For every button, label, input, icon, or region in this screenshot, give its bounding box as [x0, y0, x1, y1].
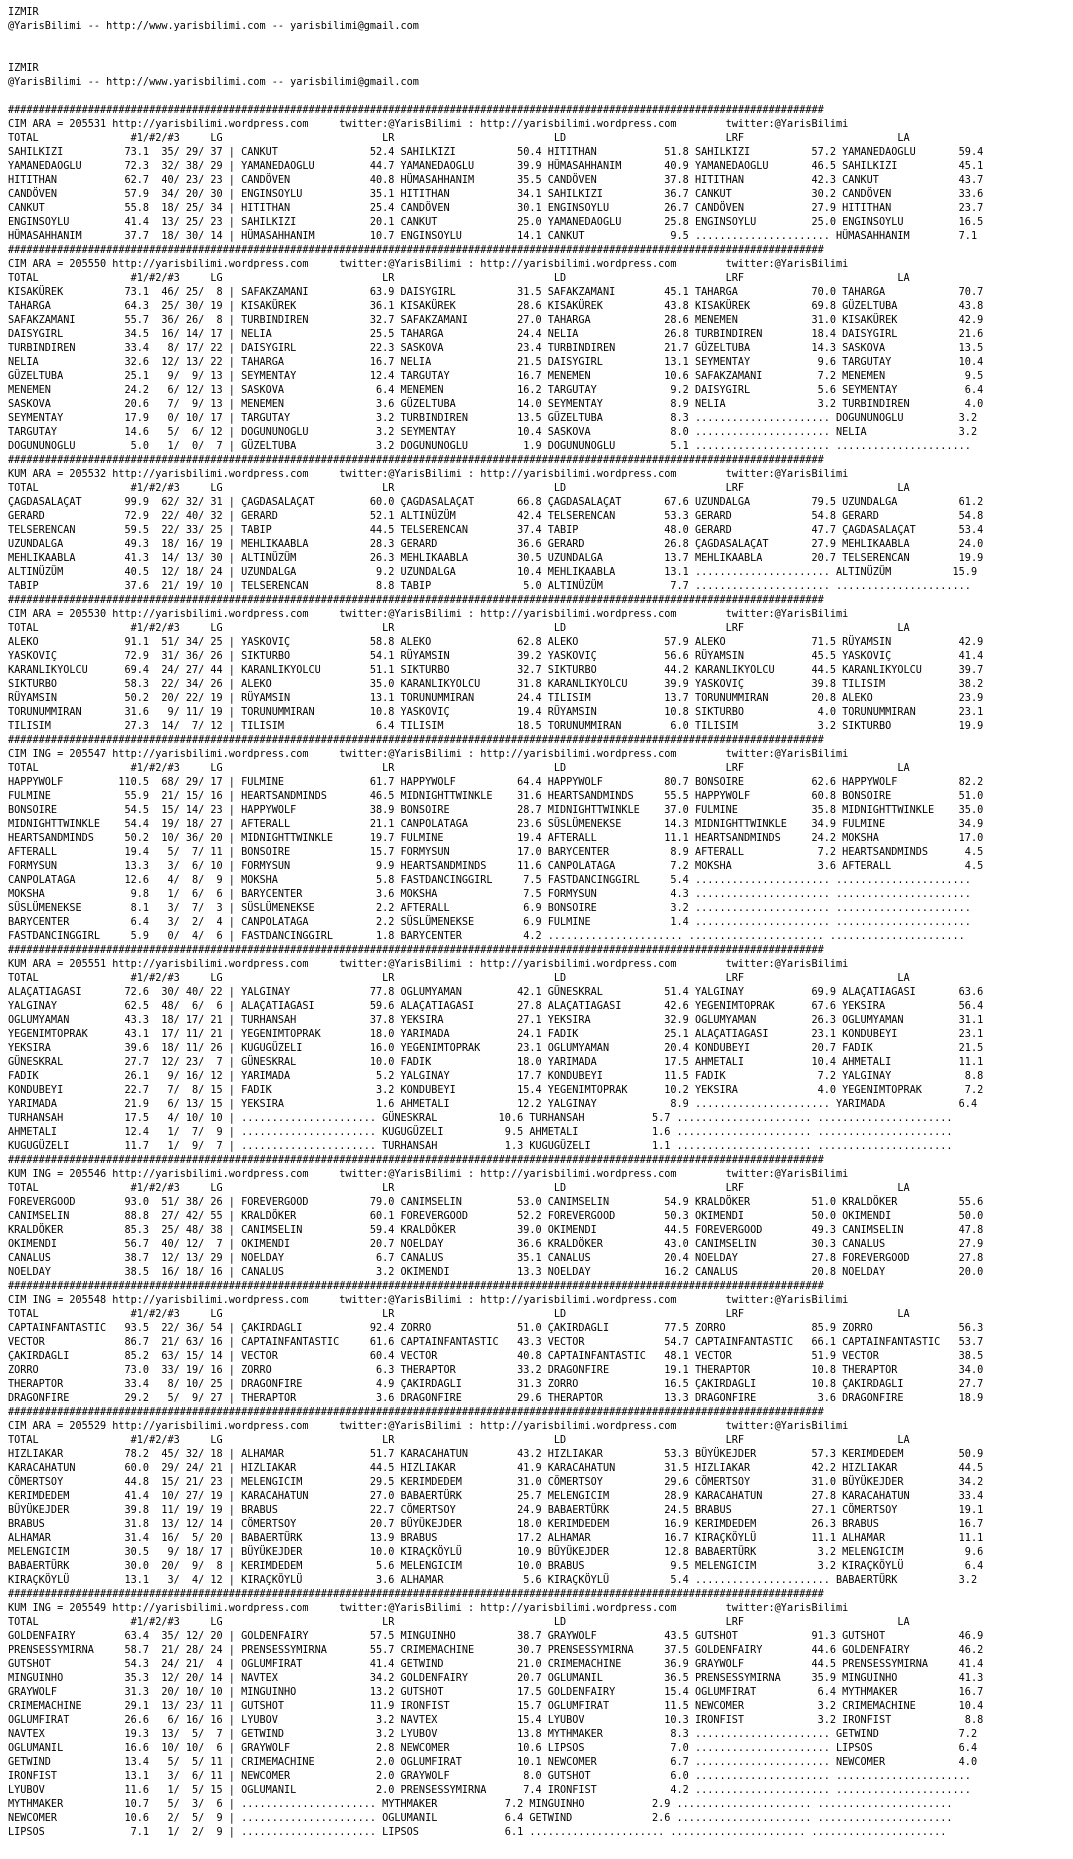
- result-row: FORMYSUN 13.3 3/ 6/ 10 | FORMYSUN 9.9 HEARTSANDMINDS 11.6 CANPOLATAGA 7.2 MOKSHA 3.6 AFTERALL 4.5: [8, 861, 984, 872]
- result-row: YALGINAY 62.5 48/ 6/ 6 | ALAÇATIAGASI 59.6 ALAÇATIAGASI 27.8 ALAÇATIAGASI 42.6 YEGENIMTOPRAK 67.6 YEKSIRA 56.4: [8, 1001, 984, 1012]
- result-row: HITITHAN 62.7 40/ 23/ 23 | CANDÖVEN 40.8 HÜMASAHHANIM 35.5 CANDÖVEN 37.8 HITITHAN 42.3 CANKUT 43.7: [8, 175, 984, 186]
- result-row: SEYMENTAY 17.9 0/ 10/ 17 | TARGUTAY 3.2 TURBINDIREN 13.5 GÜZELTUBA 8.3 ...................... DOGUNUNOGLU 3.2: [8, 413, 978, 424]
- result-row: CAPTAINFANTASTIC 93.5 22/ 36/ 54 | ÇAKIRDAGLI 92.4 ZORRO 51.0 ÇAKIRDAGLI 77.5 ZORRO 85.9 ZORRO 56.3: [8, 1323, 984, 1334]
- result-row: NEWCOMER 10.6 2/ 5/ 9 | ...................... OGLUMANIL 6.4 GETWIND 2.6 ...................... ......................: [8, 1813, 953, 1824]
- result-row: KIRAÇKÖYLÜ 13.1 3/ 4/ 12 | KIRAÇKÖYLÜ 3.6 ALHAMAR 5.6 KIRAÇKÖYLÜ 5.4 ...................... BABAERTÜRK 3.2: [8, 1575, 978, 1586]
- result-row: FOREVERGOOD 93.0 51/ 38/ 26 | FOREVERGOOD 79.0 CANIMSELIN 53.0 CANIMSELIN 54.9 KRALDÖKER 51.0 KRALDÖKER 55.6: [8, 1197, 984, 1208]
- section-separator: #####################################################################################################################################: [8, 105, 824, 116]
- result-row: LYUBOV 11.6 1/ 5/ 15 | OGLUMANIL 2.0 PRENSESSYMIRNA 7.4 IRONFIST 4.2 ...................... ......................: [8, 1785, 971, 1796]
- result-row: ZORRO 73.0 33/ 19/ 16 | ZORRO 6.3 THERAPTOR 33.2 DRAGONFIRE 19.1 THERAPTOR 10.8 THERAPTOR 34.0: [8, 1365, 984, 1376]
- race-header: KUM ARA = 205551 http://yarisbilimi.wordpress.com twitter:@YarisBilimi : http://yarisbilimi.wordpress.com twitter:@YarisBilimi: [8, 959, 849, 970]
- result-row: TILISIM 27.3 14/ 7/ 12 | TILISIM 6.4 TILISIM 18.5 TORUNUMMIRAN 6.0 TILISIM 3.2 SIKTURBO 19.9: [8, 721, 984, 732]
- result-row: ÇAKIRDAGLI 85.2 63/ 15/ 14 | VECTOR 60.4 VECTOR 40.8 CAPTAINFANTASTIC 48.1 VECTOR 51.9 VECTOR 38.5: [8, 1351, 984, 1362]
- result-row: PRENSESSYMIRNA 58.7 21/ 28/ 24 | PRENSESSYMIRNA 55.7 CRIMEMACHINE 30.7 PRENSESSYMIRNA 37.5 GOLDENFAIRY 44.6 GOLDENFAIRY 46.2: [8, 1645, 984, 1656]
- result-row: YARIMADA 21.9 6/ 13/ 15 | YEKSIRA 1.6 AHMETALI 12.2 YALGINAY 8.9 ...................... YARIMADA 6.4: [8, 1099, 978, 1110]
- race-header: CIM ARA = 205550 http://yarisbilimi.wordpress.com twitter:@YarisBilimi : http://yarisbilimi.wordpress.com twitter:@YarisBilimi: [8, 259, 849, 270]
- result-row: AFTERALL 19.4 5/ 7/ 11 | BONSOIRE 15.7 FORMYSUN 17.0 BARYCENTER 8.9 AFTERALL 7.2 HEARTSANDMINDS 4.5: [8, 847, 984, 858]
- result-row: KUGUGÜZELI 11.7 1/ 9/ 7 | ...................... TURHANSAH 1.3 KUGUGÜZELI 1.1 ...................... ......................: [8, 1141, 953, 1152]
- section-separator: #####################################################################################################################################: [8, 1407, 824, 1418]
- section-separator: #####################################################################################################################################: [8, 245, 824, 256]
- result-row: TAHARGA 64.3 25/ 30/ 19 | KISAKÜREK 36.1 KISAKÜREK 28.6 KISAKÜREK 43.8 KISAKÜREK 69.8 GÜZELTUBA 43.8: [8, 301, 984, 312]
- result-row: HEARTSANDMINDS 50.2 10/ 36/ 20 | MIDNIGHTTWINKLE 19.7 FULMINE 19.4 AFTERALL 11.1 HEARTSANDMINDS 24.2 MOKSHA 17.0: [8, 833, 984, 844]
- result-row: DOGUNUNOGLU 5.0 1/ 0/ 7 | GÜZELTUBA 3.2 DOGUNUNOGLU 1.9 DOGUNUNOGLU 5.1 ...................... ......................: [8, 441, 971, 452]
- result-row: DRAGONFIRE 29.2 5/ 9/ 27 | THERAPTOR 3.6 DRAGONFIRE 29.6 THERAPTOR 13.3 DRAGONFIRE 3.6 DRAGONFIRE 18.9: [8, 1393, 984, 1404]
- blank-line: [8, 48, 1065, 62]
- result-row: OKIMENDI 56.7 40/ 12/ 7 | OKIMENDI 20.7 NOELDAY 36.6 KRALDÖKER 43.0 CANIMSELIN 30.3 CANALUS 27.9: [8, 1239, 984, 1250]
- result-row: ALTINÜZÜM 40.5 12/ 18/ 24 | UZUNDALGA 9.2 UZUNDALGA 10.4 MEHLIKAABLA 13.1 ...................... ALTINÜZÜM 15.9: [8, 567, 978, 578]
- result-row: RÜYAMSIN 50.2 20/ 22/ 19 | RÜYAMSIN 13.1 TORUNUMMIRAN 24.4 TILISIM 13.7 TORUNUMMIRAN 20.8 ALEKO 23.9: [8, 693, 984, 704]
- result-row: GERARD 72.9 22/ 40/ 32 | GERARD 52.1 ALTINÜZÜM 42.4 TELSERENCAN 53.3 GERARD 54.8 GERARD 54.8: [8, 511, 984, 522]
- race-header: CIM ARA = 205529 http://yarisbilimi.wordpress.com twitter:@YarisBilimi : http://yarisbilimi.wordpress.com twitter:@YarisBilimi: [8, 1421, 849, 1432]
- section-separator: #####################################################################################################################################: [8, 455, 824, 466]
- column-header: TOTAL #1/#2/#3 LG LR LD LRF LA: [8, 1183, 910, 1194]
- result-row: LIPSOS 7.1 1/ 2/ 9 | ...................... LIPSOS 6.1 ...................... ...................... ......................: [8, 1827, 947, 1838]
- result-row: SASKOVA 20.6 7/ 9/ 13 | MENEMEN 3.6 GÜZELTUBA 14.0 SEYMENTAY 8.9 NELIA 3.2 TURBINDIREN 4.0: [8, 399, 984, 410]
- result-row: BONSOIRE 54.5 15/ 14/ 23 | HAPPYWOLF 38.9 BONSOIRE 28.7 MIDNIGHTTWINKLE 37.0 FULMINE 35.8 MIDNIGHTTWINKLE 35.0: [8, 805, 984, 816]
- result-row: BABAERTÜRK 30.0 20/ 9/ 8 | KERIMDEDEM 5.6 MELENGICIM 10.0 BRABUS 9.5 MELENGICIM 3.2 KIRAÇKÖYLÜ 6.4: [8, 1561, 984, 1572]
- result-row: HÜMASAHHANIM 37.7 18/ 30/ 14 | HÜMASAHHANIM 10.7 ENGINSOYLU 14.1 CANKUT 9.5 ...................... HÜMASAHHANIM 7.1: [8, 231, 978, 242]
- column-header: TOTAL #1/#2/#3 LG LR LD LRF LA: [8, 1435, 910, 1446]
- result-row: CANDÖVEN 57.9 34/ 20/ 30 | ENGINSOYLU 35.1 HITITHAN 34.1 SAHILKIZI 36.7 CANKUT 30.2 CANDÖVEN 33.6: [8, 189, 984, 200]
- result-row: TELSERENCAN 59.5 22/ 33/ 25 | TABIP 44.5 TELSERENCAN 37.4 TABIP 48.0 GERARD 47.7 ÇAGDASALAÇAT 53.4: [8, 525, 984, 536]
- header-contact: @YarisBilimi -- http://www.yarisbilimi.com -- yarisbilimi@gmail.com: [8, 21, 419, 32]
- blank-line: [8, 90, 1065, 104]
- result-row: THERAPTOR 33.4 8/ 10/ 25 | DRAGONFIRE 4.9 ÇAKIRDAGLI 31.3 ZORRO 16.5 ÇAKIRDAGLI 10.8 ÇAKIRDAGLI 27.7: [8, 1379, 984, 1390]
- result-row: AHMETALI 12.4 1/ 7/ 9 | ...................... KUGUGÜZELI 9.5 AHMETALI 1.6 ...................... ......................: [8, 1127, 953, 1138]
- race-header: KUM ING = 205549 http://yarisbilimi.wordpress.com twitter:@YarisBilimi : http://yarisbilimi.wordpress.com twitter:@YarisBilimi: [8, 1603, 849, 1614]
- result-row: BARYCENTER 6.4 3/ 2/ 4 | CANPOLATAGA 2.2 SÜSLÜMENEKSE 6.9 FULMINE 1.4 ...................... ......................: [8, 917, 971, 928]
- result-row: MYTHMAKER 10.7 5/ 3/ 6 | ...................... MYTHMAKER 7.2 MINGUINHO 2.9 ...................... ......................: [8, 1799, 953, 1810]
- column-header: TOTAL #1/#2/#3 LG LR LD LRF LA: [8, 973, 910, 984]
- blank-line: [8, 34, 1065, 48]
- result-row: SÜSLÜMENEKSE 8.1 3/ 7/ 3 | SÜSLÜMENEKSE 2.2 AFTERALL 6.9 BONSOIRE 3.2 ...................... ......................: [8, 903, 971, 914]
- column-header: TOTAL #1/#2/#3 LG LR LD LRF LA: [8, 1309, 910, 1320]
- result-row: HIZLIAKAR 78.2 45/ 32/ 18 | ALHAMAR 51.7 KARACAHATUN 43.2 HIZLIAKAR 53.3 BÜYÜKEJDER 57.3 KERIMDEDEM 50.9: [8, 1449, 984, 1460]
- result-row: YAMANEDAOGLU 72.3 32/ 38/ 29 | YAMANEDAOGLU 44.7 YAMANEDAOGLU 39.9 HÜMASAHHANIM 40.9 YAMANEDAOGLU 46.5 SAHILKIZI 45.1: [8, 161, 984, 172]
- result-row: MELENGICIM 30.5 9/ 18/ 17 | BÜYÜKEJDER 10.0 KIRAÇKÖYLÜ 10.9 BÜYÜKEJDER 12.8 BABAERTÜRK 3.2 MELENGICIM 9.6: [8, 1547, 984, 1558]
- result-row: IRONFIST 13.1 3/ 6/ 11 | NEWCOMER 2.0 GRAYWOLF 8.0 GUTSHOT 6.0 ...................... ......................: [8, 1771, 971, 1782]
- result-row: FASTDANCINGGIRL 5.9 0/ 4/ 6 | FASTDANCINGGIRL 1.8 BARYCENTER 4.2 ...................... ...................... ......................: [8, 931, 965, 942]
- result-row: ÇAGDASALAÇAT 99.9 62/ 32/ 31 | ÇAGDASALAÇAT 60.0 ÇAGDASALAÇAT 66.8 ÇAGDASALAÇAT 67.6 UZUNDALGA 79.5 UZUNDALGA 61.2: [8, 497, 984, 508]
- result-row: KISAKÜREK 73.1 46/ 25/ 8 | SAFAKZAMANI 63.9 DAISYGIRL 31.5 SAFAKZAMANI 45.1 TAHARGA 70.0 TAHARGA 70.7: [8, 287, 984, 298]
- result-row: OGLUMANIL 16.6 10/ 10/ 6 | GRAYWOLF 2.8 NEWCOMER 10.6 LIPSOS 7.0 ...................... LIPSOS 6.4: [8, 1743, 978, 1754]
- result-row: MOKSHA 9.8 1/ 6/ 6 | BARYCENTER 3.6 MOKSHA 7.5 FORMYSUN 4.3 ...................... ......................: [8, 889, 971, 900]
- result-row: CANIMSELIN 88.8 27/ 42/ 55 | KRALDÖKER 60.1 FOREVERGOOD 52.2 FOREVERGOOD 50.3 OKIMENDI 50.0 OKIMENDI 50.0: [8, 1211, 984, 1222]
- header-contact: @YarisBilimi -- http://www.yarisbilimi.com -- yarisbilimi@gmail.com: [8, 77, 419, 88]
- result-row: CÖMERTSOY 44.8 15/ 21/ 23 | MELENGICIM 29.5 KERIMDEDEM 31.0 CÖMERTSOY 29.6 CÖMERTSOY 31.0 BÜYÜKEJDER 34.2: [8, 1477, 984, 1488]
- result-row: CANALUS 38.7 12/ 13/ 29 | NOELDAY 6.7 CANALUS 35.1 CANALUS 20.4 NOELDAY 27.8 FOREVERGOOD 27.8: [8, 1253, 984, 1264]
- result-row: MENEMEN 24.2 6/ 12/ 13 | SASKOVA 6.4 MENEMEN 16.2 TARGUTAY 9.2 DAISYGIRL 5.6 SEYMENTAY 6.4: [8, 385, 984, 396]
- column-header: TOTAL #1/#2/#3 LG LR LD LRF LA: [8, 1617, 910, 1628]
- section-separator: #####################################################################################################################################: [8, 595, 824, 606]
- header-city: IZMIR: [8, 7, 39, 18]
- result-row: KONDUBEYI 22.7 7/ 8/ 15 | FADIK 3.2 KONDUBEYI 15.4 YEGENIMTOPRAK 10.2 YEKSIRA 4.0 YEGENIMTOPRAK 7.2: [8, 1085, 984, 1096]
- race-header: CIM ARA = 205530 http://yarisbilimi.wordpress.com twitter:@YarisBilimi : http://yarisbilimi.wordpress.com twitter:@YarisBilimi: [8, 609, 849, 620]
- result-row: KRALDÖKER 85.3 25/ 48/ 38 | CANIMSELIN 59.4 KRALDÖKER 39.0 OKIMENDI 44.5 FOREVERGOOD 49.3 CANIMSELIN 47.8: [8, 1225, 984, 1236]
- section-separator: #####################################################################################################################################: [8, 1155, 824, 1166]
- result-row: ALHAMAR 31.4 16/ 5/ 20 | BABAERTÜRK 13.9 BRABUS 17.2 ALHAMAR 16.7 KIRAÇKÖYLÜ 11.1 ALHAMAR 11.1: [8, 1533, 984, 1544]
- result-row: GÜNESKRAL 27.7 12/ 23/ 7 | GÜNESKRAL 10.0 FADIK 18.0 YARIMADA 17.5 AHMETALI 10.4 AHMETALI 11.1: [8, 1057, 984, 1068]
- result-row: TURBINDIREN 33.4 8/ 17/ 22 | DAISYGIRL 22.3 SASKOVA 23.4 TURBINDIREN 21.7 GÜZELTUBA 14.3 SASKOVA 13.5: [8, 343, 984, 354]
- result-row: HAPPYWOLF 110.5 68/ 29/ 17 | FULMINE 61.7 HAPPYWOLF 64.4 HAPPYWOLF 80.7 BONSOIRE 62.6 HAPPYWOLF 82.2: [8, 777, 984, 788]
- race-header: CIM ARA = 205531 http://yarisbilimi.wordpress.com twitter:@YarisBilimi : http://yarisbilimi.wordpress.com twitter:@YarisBilimi: [8, 119, 849, 130]
- result-row: KARANLIKYOLCU 69.4 24/ 27/ 44 | KARANLIKYOLCU 51.1 SIKTURBO 32.7 SIKTURBO 44.2 KARANLIKYOLCU 44.5 KARANLIKYOLCU 39.7: [8, 665, 984, 676]
- result-row: MINGUINHO 35.3 12/ 20/ 14 | NAVTEX 34.2 GOLDENFAIRY 20.7 OGLUMANIL 36.5 PRENSESSYMIRNA 35.9 MINGUINHO 41.3: [8, 1673, 984, 1684]
- result-row: TARGUTAY 14.6 5/ 6/ 12 | DOGUNUNOGLU 3.2 SEYMENTAY 10.4 SASKOVA 8.0 ...................... NELIA 3.2: [8, 427, 978, 438]
- result-row: UZUNDALGA 49.3 18/ 16/ 19 | MEHLIKAABLA 28.3 GERARD 36.6 GERARD 26.8 ÇAGDASALAÇAT 27.9 MEHLIKAABLA 24.0: [8, 539, 984, 550]
- column-header: TOTAL #1/#2/#3 LG LR LD LRF LA: [8, 763, 910, 774]
- header-city: IZMIR: [8, 63, 39, 74]
- result-row: KERIMDEDEM 41.4 10/ 27/ 19 | KARACAHATUN 27.0 BABAERTÜRK 25.7 MELENGICIM 28.9 KARACAHATUN 27.8 KARACAHATUN 33.4: [8, 1491, 984, 1502]
- result-row: FADIK 26.1 9/ 16/ 12 | YARIMADA 5.2 YALGINAY 17.7 KONDUBEYI 11.5 FADIK 7.2 YALGINAY 8.8: [8, 1071, 984, 1082]
- section-separator: #####################################################################################################################################: [8, 735, 824, 746]
- result-row: CRIMEMACHINE 29.1 13/ 23/ 11 | GUTSHOT 11.9 IRONFIST 15.7 OGLUMFIRAT 11.5 NEWCOMER 3.2 CRIMEMACHINE 10.4: [8, 1701, 984, 1712]
- result-row: GÜZELTUBA 25.1 9/ 9/ 13 | SEYMENTAY 12.4 TARGUTAY 16.7 MENEMEN 10.6 SAFAKZAMANI 7.2 MENEMEN 9.5: [8, 371, 984, 382]
- result-row: BÜYÜKEJDER 39.8 11/ 19/ 19 | BRABUS 22.7 CÖMERTSOY 24.9 BABAERTÜRK 24.5 BRABUS 27.1 CÖMERTSOY 19.1: [8, 1505, 984, 1516]
- result-row: GRAYWOLF 31.3 20/ 10/ 10 | MINGUINHO 13.2 GUTSHOT 17.5 GOLDENFAIRY 15.4 OGLUMFIRAT 6.4 MYTHMAKER 16.7: [8, 1687, 984, 1698]
- result-row: KARACAHATUN 60.0 29/ 24/ 21 | HIZLIAKAR 44.5 HIZLIAKAR 41.9 KARACAHATUN 31.5 HIZLIAKAR 42.2 HIZLIAKAR 44.5: [8, 1463, 984, 1474]
- result-row: YEKSIRA 39.6 18/ 11/ 26 | KUGUGÜZELI 16.0 YEGENIMTOPRAK 23.1 OGLUMYAMAN 20.4 KONDUBEYI 20.7 FADIK 21.5: [8, 1043, 984, 1054]
- column-header: TOTAL #1/#2/#3 LG LR LD LRF LA: [8, 273, 910, 284]
- result-row: VECTOR 86.7 21/ 63/ 16 | CAPTAINFANTASTIC 61.6 CAPTAINFANTASTIC 43.3 VECTOR 54.7 CAPTAINFANTASTIC 66.1 CAPTAINFANTASTIC 53.7: [8, 1337, 984, 1348]
- result-row: FULMINE 55.9 21/ 15/ 16 | HEARTSANDMINDS 46.5 MIDNIGHTTWINKLE 31.6 HEARTSANDMINDS 55.5 HAPPYWOLF 60.8 BONSOIRE 51.0: [8, 791, 984, 802]
- result-row: GUTSHOT 54.3 24/ 21/ 4 | OGLUMFIRAT 41.4 GETWIND 21.0 CRIMEMACHINE 36.9 GRAYWOLF 44.5 PRENSESSYMIRNA 41.4: [8, 1659, 984, 1670]
- result-row: SIKTURBO 58.3 22/ 34/ 26 | ALEKO 35.0 KARANLIKYOLCU 31.8 KARANLIKYOLCU 39.9 YASKOVIÇ 39.8 TILISIM 38.2: [8, 679, 984, 690]
- result-row: SAFAKZAMANI 55.7 36/ 26/ 8 | TURBINDIREN 32.7 SAFAKZAMANI 27.0 TAHARGA 28.6 MENEMEN 31.0 KISAKÜREK 42.9: [8, 315, 984, 326]
- race-header: KUM ARA = 205532 http://yarisbilimi.wordpress.com twitter:@YarisBilimi : http://yarisbilimi.wordpress.com twitter:@YarisBilimi: [8, 469, 849, 480]
- result-row: SAHILKIZI 73.1 35/ 29/ 37 | CANKUT 52.4 SAHILKIZI 50.4 HITITHAN 51.8 SAHILKIZI 57.2 YAMANEDAOGLU 59.4: [8, 147, 984, 158]
- result-row: ENGINSOYLU 41.4 13/ 25/ 23 | SAHILKIZI 20.1 CANKUT 25.0 YAMANEDAOGLU 25.8 ENGINSOYLU 25.0 ENGINSOYLU 16.5: [8, 217, 984, 228]
- column-header: TOTAL #1/#2/#3 LG LR LD LRF LA: [8, 623, 910, 634]
- race-header: CIM ING = 205547 http://yarisbilimi.wordpress.com twitter:@YarisBilimi : http://yarisbilimi.wordpress.com twitter:@YarisBilimi: [8, 749, 849, 760]
- section-separator: #####################################################################################################################################: [8, 1281, 824, 1292]
- result-row: ALAÇATIAGASI 72.6 30/ 40/ 22 | YALGINAY 77.8 OGLUMYAMAN 42.1 GÜNESKRAL 51.4 YALGINAY 69.9 ALAÇATIAGASI 63.6: [8, 987, 984, 998]
- result-row: GETWIND 13.4 5/ 5/ 11 | CRIMEMACHINE 2.0 OGLUMFIRAT 10.1 NEWCOMER 6.7 ...................... NEWCOMER 4.0: [8, 1757, 978, 1768]
- result-row: MIDNIGHTTWINKLE 54.4 19/ 18/ 27 | AFTERALL 21.1 CANPOLATAGA 23.6 SÜSLÜMENEKSE 14.3 MIDNIGHTTWINKLE 34.9 FULMINE 34.9: [8, 819, 984, 830]
- race-header: KUM ING = 205546 http://yarisbilimi.wordpress.com twitter:@YarisBilimi : http://yarisbilimi.wordpress.com twitter:@YarisBilimi: [8, 1169, 849, 1180]
- result-row: BRABUS 31.8 13/ 12/ 14 | CÖMERTSOY 20.7 BÜYÜKEJDER 18.0 KERIMDEDEM 16.9 KERIMDEDEM 26.3 BRABUS 16.7: [8, 1519, 984, 1530]
- section-separator: #####################################################################################################################################: [8, 1589, 824, 1600]
- result-row: DAISYGIRL 34.5 16/ 14/ 17 | NELIA 25.5 TAHARGA 24.4 NELIA 26.8 TURBINDIREN 18.4 DAISYGIRL 21.6: [8, 329, 984, 340]
- result-row: TORUNUMMIRAN 31.6 9/ 11/ 19 | TORUNUMMIRAN 10.8 YASKOVIÇ 19.4 RÜYAMSIN 10.8 SIKTURBO 4.0 TORUNUMMIRAN 23.1: [8, 707, 984, 718]
- result-row: MEHLIKAABLA 41.3 14/ 13/ 30 | ALTINÜZÜM 26.3 MEHLIKAABLA 30.5 UZUNDALGA 13.7 MEHLIKAABLA 20.7 TELSERENCAN 19.9: [8, 553, 984, 564]
- result-row: NELIA 32.6 12/ 13/ 22 | TAHARGA 16.7 NELIA 21.5 DAISYGIRL 13.1 SEYMENTAY 9.6 TARGUTAY 10.4: [8, 357, 984, 368]
- result-row: OGLUMFIRAT 26.6 6/ 16/ 16 | LYUBOV 3.2 NAVTEX 15.4 LYUBOV 10.3 IRONFIST 3.2 IRONFIST 8.8: [8, 1715, 984, 1726]
- result-row: OGLUMYAMAN 43.3 18/ 17/ 21 | TURHANSAH 37.8 YEKSIRA 27.1 YEKSIRA 32.9 OGLUMYAMAN 26.3 OGLUMYAMAN 31.1: [8, 1015, 984, 1026]
- result-row: YASKOVIÇ 72.9 31/ 36/ 26 | SIKTURBO 54.1 RÜYAMSIN 39.2 YASKOVIÇ 56.6 RÜYAMSIN 45.5 YASKOVIÇ 41.4: [8, 651, 984, 662]
- race-header: CIM ING = 205548 http://yarisbilimi.wordpress.com twitter:@YarisBilimi : http://yarisbilimi.wordpress.com twitter:@YarisBilimi: [8, 1295, 849, 1306]
- section-separator: #####################################################################################################################################: [8, 945, 824, 956]
- result-row: YEGENIMTOPRAK 43.1 17/ 11/ 21 | YEGENIMTOPRAK 18.0 YARIMADA 24.1 FADIK 25.1 ALAÇATIAGASI 23.1 KONDUBEYI 23.1: [8, 1029, 984, 1040]
- result-row: GOLDENFAIRY 63.4 35/ 12/ 20 | GOLDENFAIRY 57.5 MINGUINHO 38.7 GRAYWOLF 43.5 GUTSHOT 91.3 GUTSHOT 46.9: [8, 1631, 984, 1642]
- column-header: TOTAL #1/#2/#3 LG LR LD LRF LA: [8, 133, 910, 144]
- column-header: TOTAL #1/#2/#3 LG LR LD LRF LA: [8, 483, 910, 494]
- result-row: NAVTEX 19.3 13/ 5/ 7 | GETWIND 3.2 LYUBOV 13.8 MYTHMAKER 8.3 ...................... GETWIND 7.2: [8, 1729, 978, 1740]
- result-row: NOELDAY 38.5 16/ 18/ 16 | CANALUS 3.2 OKIMENDI 13.3 NOELDAY 16.2 CANALUS 20.8 NOELDAY 20.0: [8, 1267, 984, 1278]
- result-row: TURHANSAH 17.5 4/ 10/ 10 | ...................... GÜNESKRAL 10.6 TURHANSAH 5.7 ...................... ......................: [8, 1113, 953, 1124]
- result-row: TABIP 37.6 21/ 19/ 10 | TELSERENCAN 8.8 TABIP 5.0 ALTINÜZÜM 7.7 ...................... ......................: [8, 581, 971, 592]
- result-row: CANKUT 55.8 18/ 25/ 34 | HITITHAN 25.4 CANDÖVEN 30.1 ENGINSOYLU 26.7 CANDÖVEN 27.9 HITITHAN 23.7: [8, 203, 984, 214]
- result-row: CANPOLATAGA 12.6 4/ 8/ 9 | MOKSHA 5.8 FASTDANCINGGIRL 7.5 FASTDANCINGGIRL 5.4 ...................... ......................: [8, 875, 971, 886]
- result-row: ALEKO 91.1 51/ 34/ 25 | YASKOVIÇ 58.8 ALEKO 62.8 ALEKO 57.9 ALEKO 71.5 RÜYAMSIN 42.9: [8, 637, 984, 648]
